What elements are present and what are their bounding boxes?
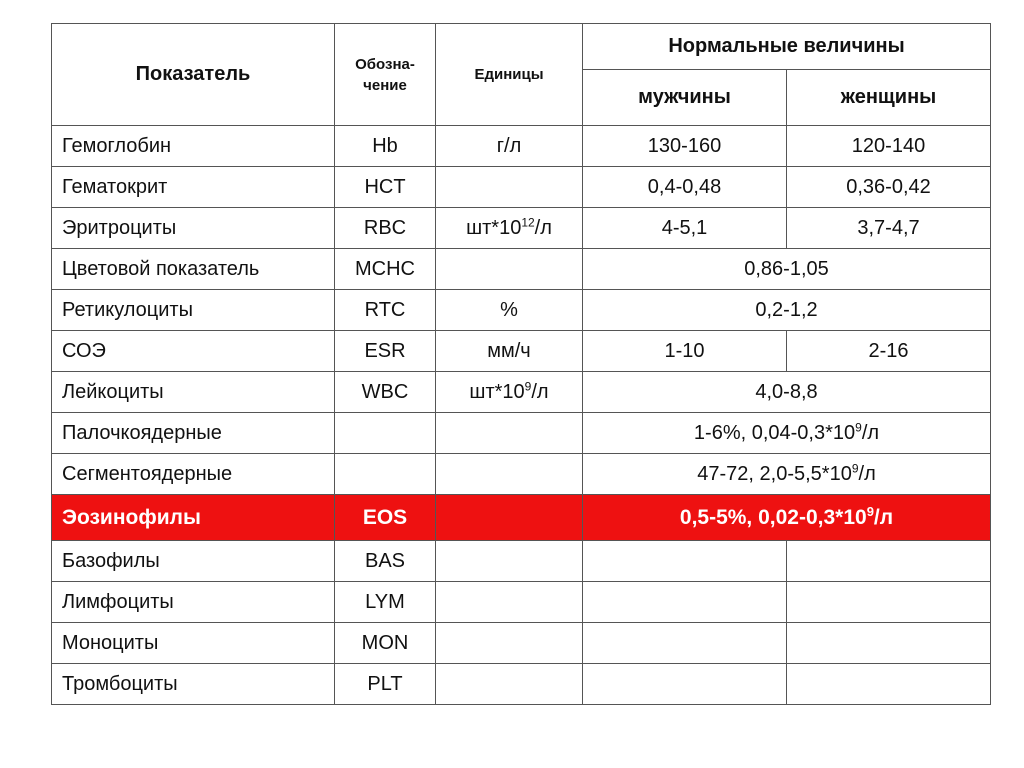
value-exponent: 9 <box>855 419 862 434</box>
cell-indicator: Базофилы <box>52 541 335 582</box>
value-base: 1-6%, 0,04-0,3*10 <box>693 421 856 444</box>
cell-normal-women: 120-140 <box>787 126 991 167</box>
cell-indicator: Лейкоциты <box>52 372 335 413</box>
cell-indicator: Цветовой показатель <box>52 249 335 290</box>
cell-indicator: Гематокрит <box>52 167 335 208</box>
table-row <box>52 495 991 541</box>
cell-normal-men <box>583 582 787 623</box>
value-exponent: 9 <box>866 503 874 519</box>
cell-designation: RTC <box>335 290 436 331</box>
value-base: шт*10 <box>469 380 525 403</box>
value-tail: /л <box>873 505 894 529</box>
cell-indicator: СОЭ <box>52 331 335 372</box>
cell-normal-women <box>787 582 991 623</box>
cell-normal-both: 4,0-8,8 <box>583 372 991 413</box>
table-row <box>52 249 991 290</box>
cell-normal-women: 3,7-4,7 <box>787 208 991 249</box>
cell-units <box>436 541 583 582</box>
cell-designation: MON <box>335 623 436 664</box>
header-designation-line1: Обозна- <box>355 55 415 73</box>
cell-indicator: Тромбоциты <box>52 664 335 705</box>
header-units: Единицы <box>436 24 583 126</box>
cell-normal-both <box>583 495 991 541</box>
table-row <box>52 208 991 249</box>
cell-units <box>436 582 583 623</box>
header-designation <box>335 24 436 126</box>
table-row <box>52 413 991 454</box>
table-row <box>52 126 991 167</box>
table-row <box>52 664 991 705</box>
cell-units <box>436 454 583 495</box>
value-tail: /л <box>534 216 552 239</box>
header-women: женщины <box>787 70 991 126</box>
cell-designation: WBC <box>335 372 436 413</box>
cell-units: г/л <box>436 126 583 167</box>
table-row <box>52 623 991 664</box>
cell-units <box>436 249 583 290</box>
cell-designation: HCT <box>335 167 436 208</box>
cell-normal-both <box>583 413 991 454</box>
cell-units <box>436 208 583 249</box>
cell-units <box>436 664 583 705</box>
header-men: мужчины <box>583 70 787 126</box>
table-row <box>52 454 991 495</box>
cell-normal-women <box>787 664 991 705</box>
table-row <box>52 372 991 413</box>
cell-normal-both: 0,86-1,05 <box>583 249 991 290</box>
header-designation-line2: чение <box>363 76 407 94</box>
value-base: 0,5-5%, 0,02-0,3*10 <box>679 505 867 529</box>
cell-indicator: Лимфоциты <box>52 582 335 623</box>
cell-indicator: Эритроциты <box>52 208 335 249</box>
cell-units: % <box>436 290 583 331</box>
table-row <box>52 582 991 623</box>
cell-normal-women: 2-16 <box>787 331 991 372</box>
cell-designation: EOS <box>335 495 436 541</box>
cell-designation: LYM <box>335 582 436 623</box>
cell-indicator: Моноциты <box>52 623 335 664</box>
cell-normal-men: 0,4-0,48 <box>583 167 787 208</box>
cell-designation: ESR <box>335 331 436 372</box>
cell-normal-men: 4-5,1 <box>583 208 787 249</box>
cell-units <box>436 372 583 413</box>
normal-values-table <box>51 23 991 705</box>
cell-normal-both: 0,2-1,2 <box>583 290 991 331</box>
value-base: шт*10 <box>466 216 522 239</box>
header-normal-values: Нормальные величины <box>583 24 991 70</box>
cell-designation: BAS <box>335 541 436 582</box>
cell-indicator: Палочкоядерные <box>52 413 335 454</box>
value-exponent: 12 <box>521 214 535 229</box>
cell-designation: Hb <box>335 126 436 167</box>
cell-designation <box>335 454 436 495</box>
cell-normal-men <box>583 541 787 582</box>
value-tail: /л <box>861 421 880 444</box>
cell-normal-women <box>787 623 991 664</box>
cell-normal-both <box>583 454 991 495</box>
table-row <box>52 290 991 331</box>
cell-designation <box>335 413 436 454</box>
table-body <box>52 126 991 705</box>
cell-designation: MCHC <box>335 249 436 290</box>
cell-normal-women <box>787 541 991 582</box>
cell-units: мм/ч <box>436 331 583 372</box>
value-base: 47-72, 2,0-5,5*10 <box>697 462 852 485</box>
cell-indicator: Гемоглобин <box>52 126 335 167</box>
cell-normal-men: 130-160 <box>583 126 787 167</box>
value-exponent: 9 <box>851 460 859 475</box>
cell-designation: RBC <box>335 208 436 249</box>
table-row <box>52 167 991 208</box>
value-tail: /л <box>858 462 876 485</box>
cell-normal-men <box>583 623 787 664</box>
cell-units <box>436 167 583 208</box>
cell-units <box>436 413 583 454</box>
cell-designation: PLT <box>335 664 436 705</box>
cell-normal-men: 1-10 <box>583 331 787 372</box>
cell-indicator: Ретикулоциты <box>52 290 335 331</box>
table-row <box>52 541 991 582</box>
cell-units <box>436 623 583 664</box>
table-row <box>52 331 991 372</box>
cell-indicator: Эозинофилы <box>52 495 335 541</box>
header-indicator: Показатель <box>52 24 335 126</box>
value-tail: /л <box>531 380 549 403</box>
cell-units <box>436 495 583 541</box>
cell-indicator: Сегментоядерные <box>52 454 335 495</box>
value-exponent: 9 <box>524 378 532 393</box>
cell-normal-men <box>583 664 787 705</box>
cell-normal-women: 0,36-0,42 <box>787 167 991 208</box>
